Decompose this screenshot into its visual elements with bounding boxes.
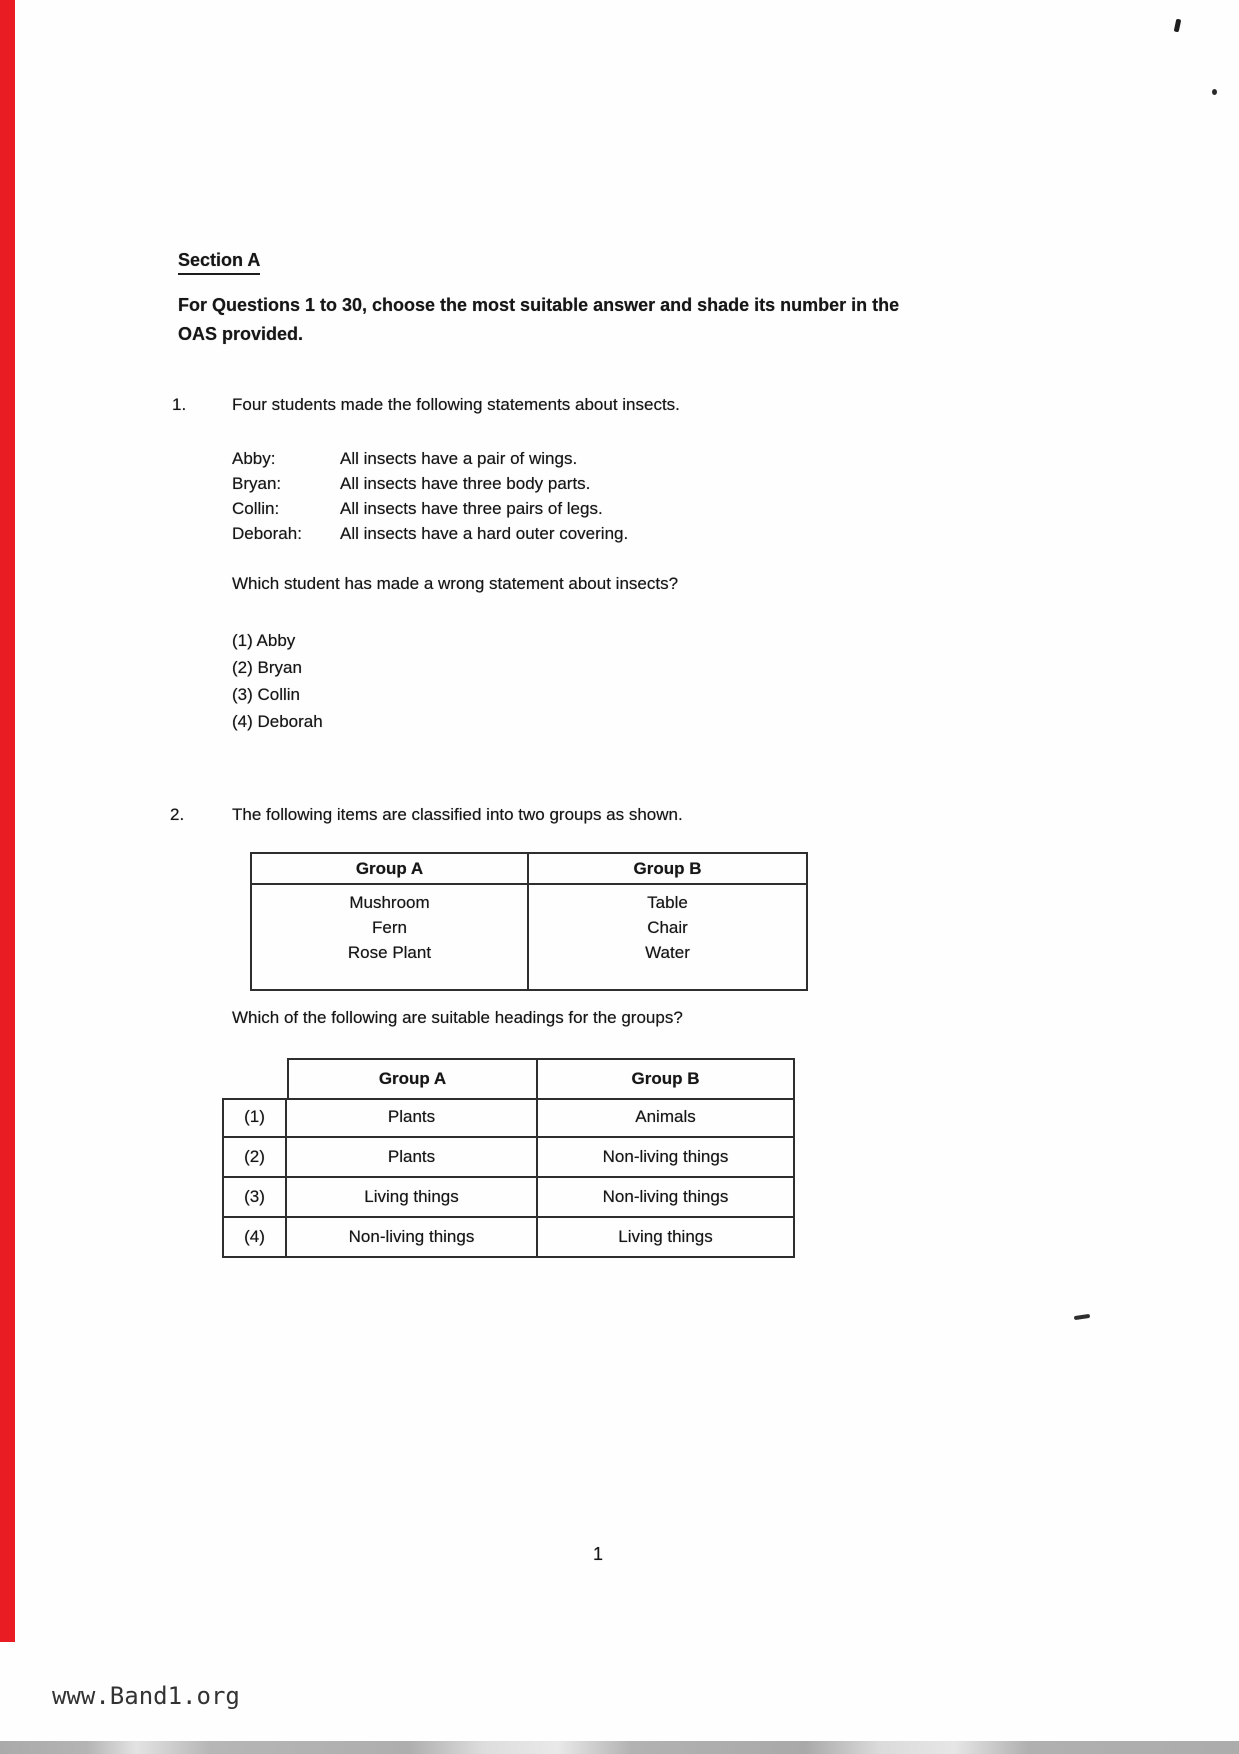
- option-1: (1) Abby: [232, 631, 296, 650]
- student-statement: All insects have a hard outer covering.: [340, 524, 629, 543]
- statement-row: [232, 449, 628, 474]
- question-2-prompt: Which of the following are suitable headings for the groups?: [232, 1008, 683, 1027]
- table-cell: Non-living things: [538, 1138, 795, 1178]
- groups-items-table: [250, 852, 808, 991]
- scan-artifact-tick: [1174, 19, 1182, 33]
- student-statement: All insects have three pairs of legs.: [340, 499, 603, 518]
- scan-artifact-dot: [1212, 89, 1217, 95]
- option-number-cell: (4): [222, 1218, 287, 1258]
- scan-artifact-dash: [1074, 1314, 1090, 1320]
- table-cell: Plants: [287, 1098, 538, 1138]
- group-b-header: Group B: [538, 1058, 795, 1100]
- question-1-options: [232, 627, 323, 735]
- page-number: 1: [592, 1544, 603, 1564]
- group-a-header: Group A: [252, 854, 529, 883]
- option-number-cell: (3): [222, 1178, 287, 1218]
- group-b-items: [529, 885, 806, 989]
- group-a-items: [252, 885, 529, 989]
- option-number-cell: (1): [222, 1098, 287, 1138]
- question-1-text: Four students made the following statements about insects.: [232, 395, 680, 414]
- student-name: Collin:: [232, 499, 280, 518]
- table-body: [252, 885, 806, 989]
- headings-options-table: [222, 1058, 795, 1258]
- student-statement: All insects have a pair of wings.: [340, 449, 578, 468]
- student-statement: All insects have three body parts.: [340, 474, 591, 493]
- table-cell: Rose Plant: [347, 943, 432, 962]
- scanner-edge-strip: [0, 0, 15, 1642]
- statement-row: [232, 474, 628, 499]
- table-cell: Living things: [287, 1178, 538, 1218]
- table-cell: Table: [647, 893, 688, 912]
- table-cell: Living things: [538, 1218, 795, 1258]
- table-cell: Non-living things: [287, 1218, 538, 1258]
- question-2-number: 2.: [170, 805, 185, 824]
- statement-row: [232, 499, 628, 524]
- option-4: (4) Deborah: [232, 712, 323, 731]
- option-2: (2) Bryan: [232, 658, 302, 677]
- student-name: Bryan:: [232, 474, 282, 493]
- table-cell: Water: [645, 943, 690, 962]
- table-cell: Plants: [287, 1138, 538, 1178]
- section-instructions: For Questions 1 to 30, choose the most suitable answer and shade its number in the OAS provided.: [178, 295, 900, 344]
- scanner-bottom-strip: [0, 1741, 1239, 1754]
- table-cell: Non-living things: [538, 1178, 795, 1218]
- watermark-url: www.Band1.org: [52, 1682, 240, 1710]
- question-2-text: The following items are classified into two groups as shown.: [232, 805, 683, 824]
- option-3: (3) Collin: [232, 685, 301, 704]
- student-name: Deborah:: [232, 524, 302, 543]
- option-number-cell: (2): [222, 1138, 287, 1178]
- table-cell: Mushroom: [349, 893, 430, 912]
- table-cell: Fern: [372, 918, 407, 937]
- table-cell: Animals: [538, 1098, 795, 1138]
- question-1-prompt: Which student has made a wrong statement about insects?: [232, 574, 679, 593]
- statement-row: [232, 524, 628, 549]
- table-cell: Chair: [647, 918, 688, 937]
- student-name: Abby:: [232, 449, 276, 468]
- group-a-header: Group A: [287, 1058, 538, 1100]
- header-blank-cell: [222, 1058, 287, 1100]
- question-1-statement-list: [232, 449, 628, 549]
- table-header-row: [252, 854, 806, 885]
- section-title: Section A: [178, 250, 260, 275]
- question-1-number: 1.: [172, 395, 187, 414]
- group-b-header: Group B: [633, 859, 702, 878]
